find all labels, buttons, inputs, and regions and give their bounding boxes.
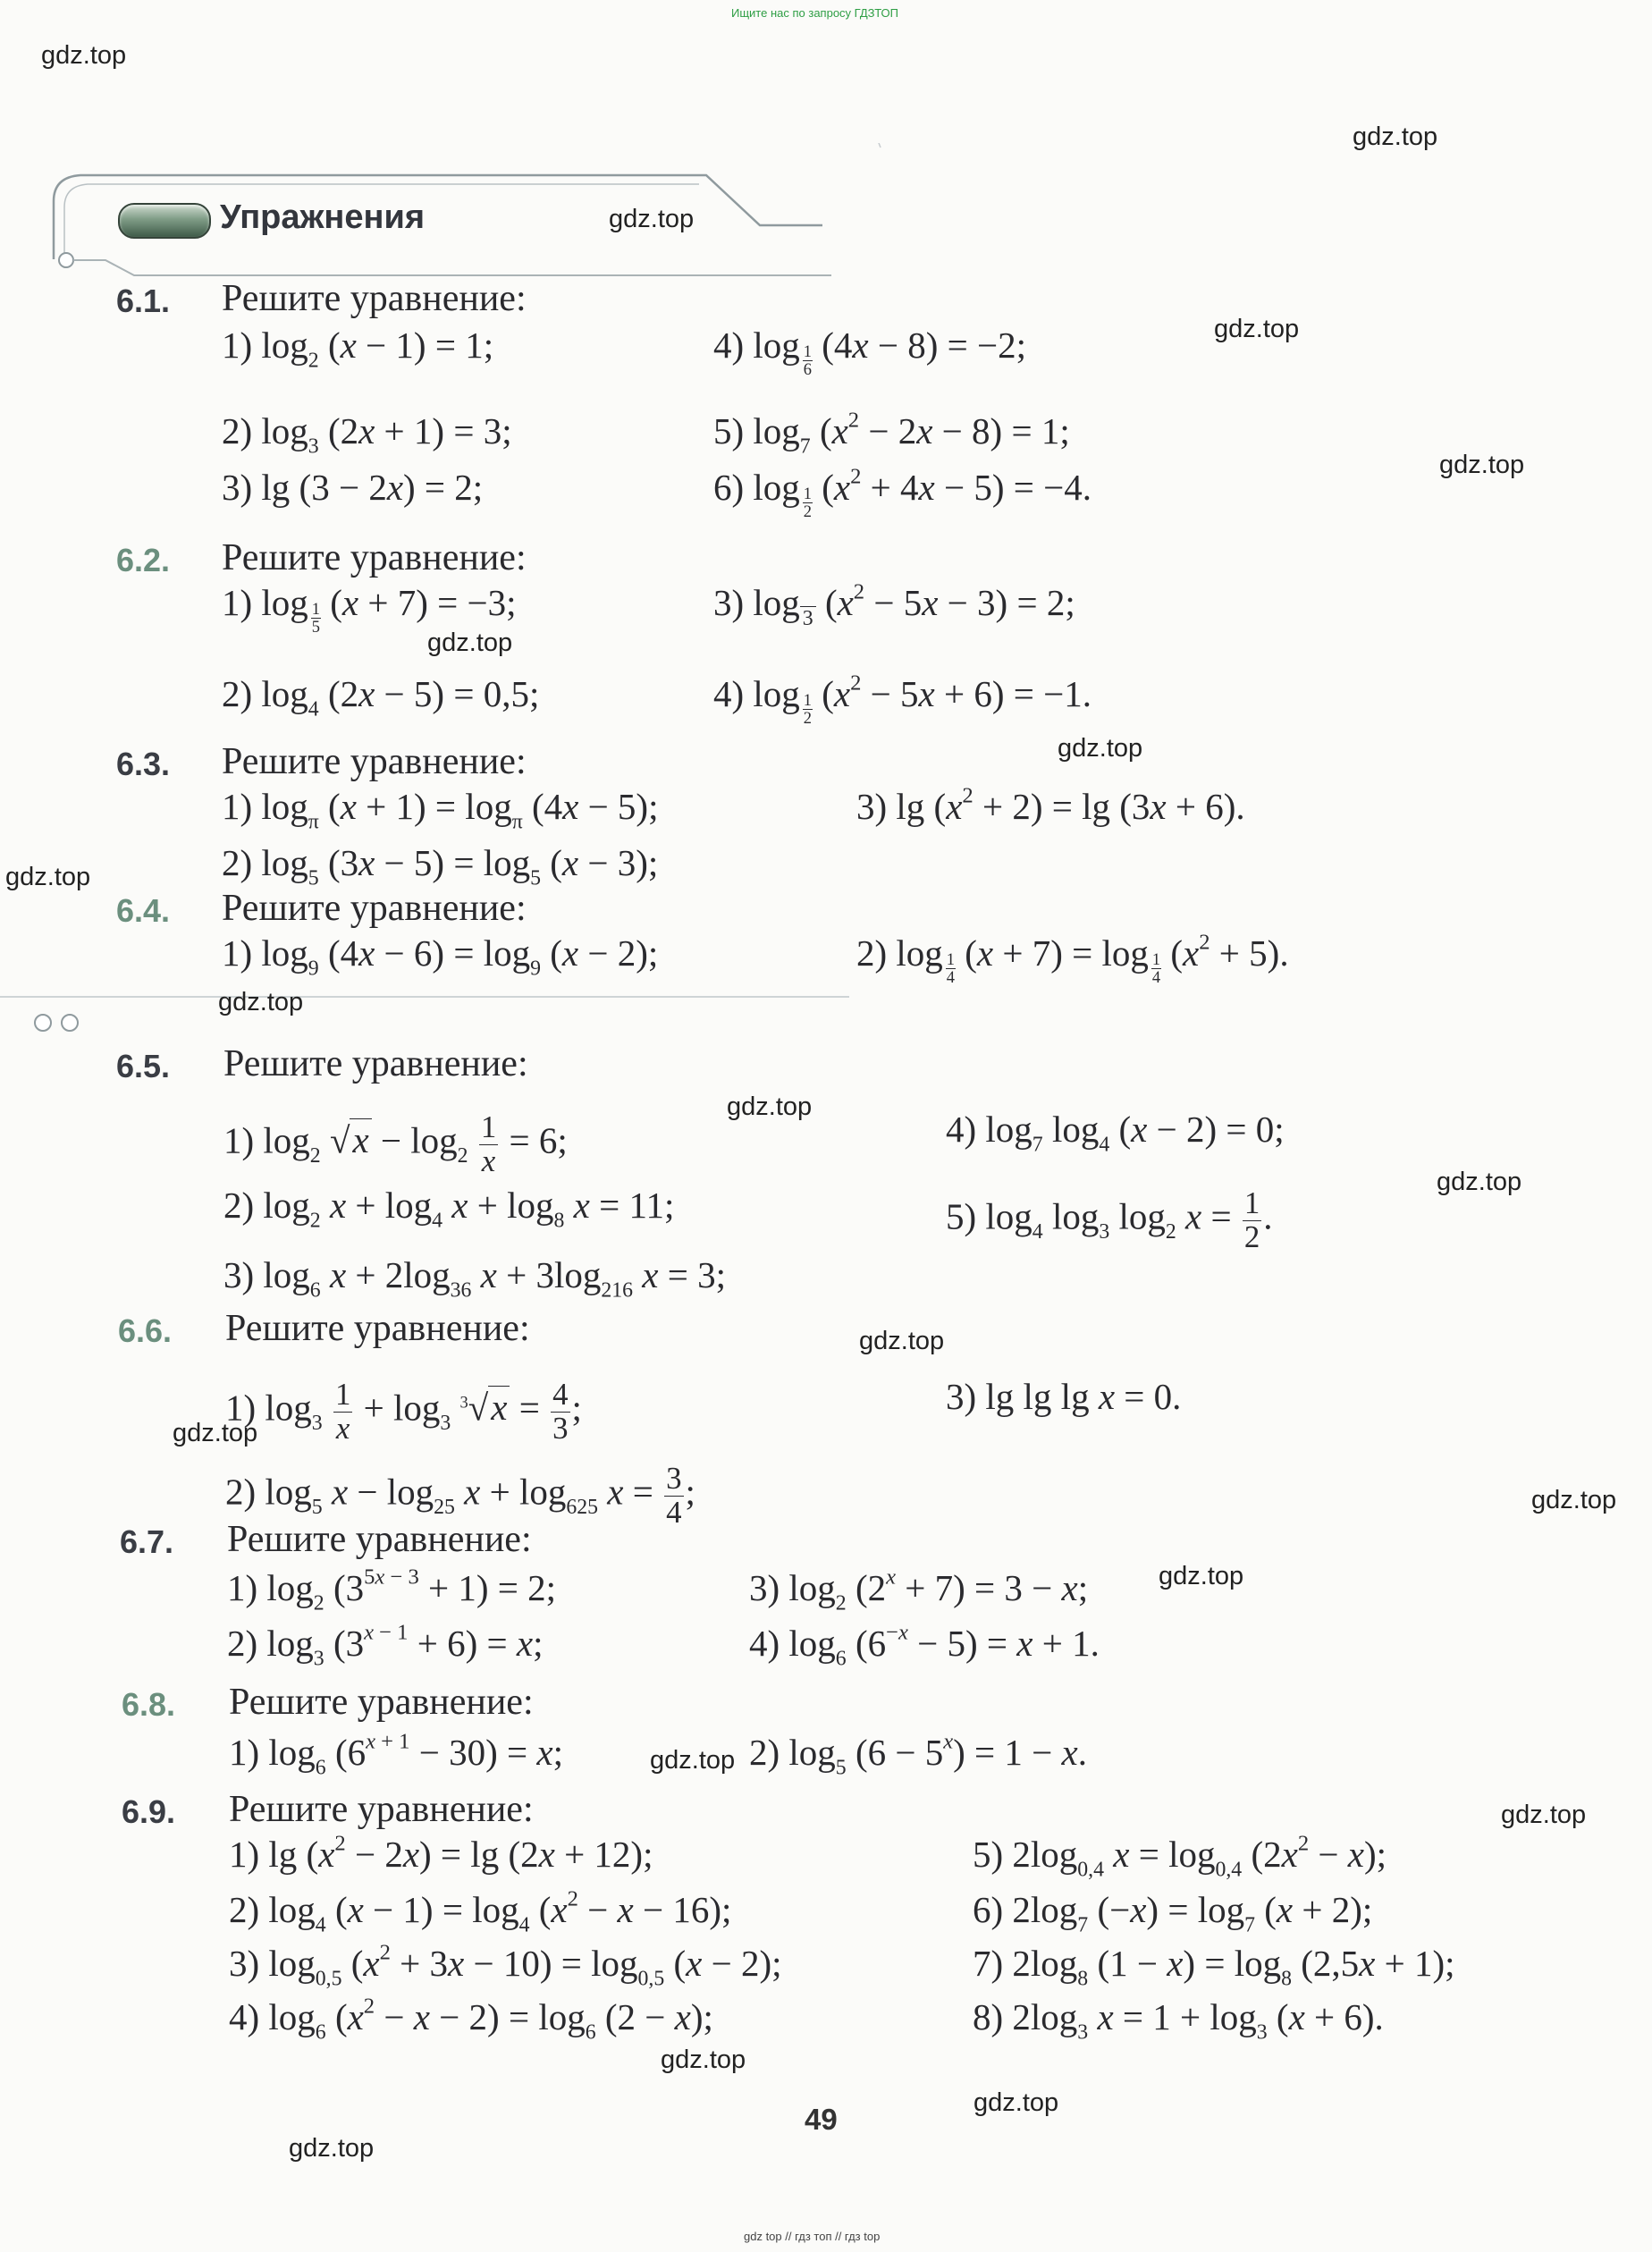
equation: 1) $\log_3$ $\frac{1}{x}$ + $\log_3 ^3√x$ = $\frac{4}{3}$ ; — [225, 1377, 582, 1446]
exercise-instruction: Решите уравнение: — [223, 1043, 528, 1084]
watermark-2: gdz.top — [1353, 122, 1438, 151]
watermark-7: gdz.top — [1058, 734, 1143, 763]
exercise-instruction: Решите уравнение: — [227, 1519, 532, 1560]
equation: 1) $\lg (x^2 - 2x) = \lg (2x + 12)$; — [229, 1831, 653, 1875]
exercise-instruction: Решите уравнение: — [229, 1682, 534, 1723]
exercise-number: 6.6. — [118, 1312, 173, 1349]
watermark-10: gdz.top — [727, 1092, 813, 1121]
exercise-instruction: Решите уравнение: — [225, 1308, 530, 1349]
equation: 4) log $\frac{1}{6}$ (4x − 8) = −2; — [713, 325, 1027, 379]
watermark-4: gdz.top — [1214, 315, 1300, 343]
equation: 4) $\log_6 (x^2 - x - 2) = \log_6 (2 - x)$; — [229, 1994, 713, 2045]
exercise-number: 6.9. — [122, 1793, 176, 1830]
exercise-number: 6.3. — [116, 746, 171, 782]
watermark-1: gdz.top — [41, 41, 127, 70]
equation: 2) $\log_4 (2x - 5) = 0,5$; — [222, 673, 540, 721]
equation: 2) log $\frac{1}{4}$ (x + 7) = log $\frac{1}{4}$ $(x^2 + 5)$. — [856, 930, 1289, 987]
watermark-8: gdz.top — [5, 863, 91, 891]
equation: 8) $2\log_3$ $x = 1 + \log_3 (x + 6)$. — [973, 1996, 1384, 2045]
equation: 3) lg lg lg x = 0. — [946, 1376, 1182, 1417]
exercise-instruction: Решите уравнение: — [222, 537, 527, 578]
watermark-12: gdz.top — [859, 1327, 945, 1355]
equation: 6) $2\log_7$ $(-x) = \log_7 (x + 2)$; — [973, 1889, 1373, 1937]
equation: 1) $\log_\pi (x + 1) = \log_\pi (4x - 5)$; — [222, 786, 659, 834]
watermark-3: gdz.top — [609, 205, 695, 233]
watermark-6: gdz.top — [427, 628, 513, 657]
equation: 2) $\log_5 x - \log_{25} x + \log_{625} x$ = $\frac{3}{4}$ ; — [225, 1461, 695, 1530]
equation: 4) $\log_7 \log_4 (x - 2) = 0$; — [946, 1109, 1285, 1157]
exercise-number: 6.2. — [116, 542, 171, 578]
equation: 1) log $\frac{1}{5}$ (x + 7) = −3; — [222, 582, 517, 637]
watermark-20: gdz.top — [289, 2134, 375, 2163]
watermark-18: gdz.top — [661, 2045, 746, 2074]
equation: 5) $2\log_{0,4}$ $x = \log_{0,4} (2x^2 - x)$; — [973, 1831, 1386, 1882]
equation: 3) lg (3 − 2x) = 2; — [222, 467, 484, 508]
equation: 3) $\lg (x^2 + 2) = \lg (3x + 6)$. — [856, 783, 1245, 827]
page-number: 49 — [805, 2103, 838, 2136]
exercise-number: 6.5. — [116, 1048, 171, 1084]
equation: 2) $\log_5 (3x - 5) = \log_5 (x - 3)$; — [222, 842, 659, 890]
equation: 1) $\log_2 (x - 1) = 1$; — [222, 325, 494, 373]
equation: 2) $\log_3 (3^{x - 1} + 6) = x$; — [227, 1620, 544, 1671]
exercise-number: 6.4. — [116, 892, 171, 929]
equation: 5) $\log_7 (x^2 - 2x - 8) = 1$; — [713, 408, 1070, 459]
watermark-13: gdz.top — [173, 1419, 258, 1447]
equation: 2) $\log_2 x + \log_4 x + \log_8 x = 11$; — [223, 1185, 675, 1233]
watermark-17: gdz.top — [1501, 1801, 1587, 1829]
exercise-number: 6.1. — [116, 283, 171, 319]
section-title: Упражнения — [220, 198, 426, 236]
equation: 7) $2\log_8$ $(1 - x) = \log_8 (2,5x + 1)$; — [973, 1943, 1455, 1991]
equation: 3) log $_3$ $(x^2 - 5x - 3) = 2$; — [713, 579, 1075, 630]
exercise-instruction: Решите уравнение: — [222, 888, 527, 929]
equation: 3) $\log_{0,5} (x^2 + 3x - 10) = \log_{0,5} (x - 2)$; — [229, 1940, 782, 1991]
watermark-9: gdz.top — [218, 988, 304, 1016]
top-watermark: Ищите нас по запросу ГДЗТОП — [731, 6, 899, 20]
exercise-instruction: Решите уравнение: — [222, 278, 527, 319]
equation: 2) $\log_4 (x - 1) = \log_4 (x^2 - x - 16)$; — [229, 1886, 732, 1937]
equation: 2) $\log_3 (2x + 1) = 3$; — [222, 410, 512, 459]
exercise-instruction: Решите уравнение: — [222, 741, 527, 782]
watermark-5: gdz.top — [1439, 451, 1525, 479]
equation: 2) $\log_5 (6 - 5^x) = 1 - x$. — [749, 1729, 1087, 1780]
equation: 3) $\log_6 x + 2\log_{36}$ $x + 3\log_{216}$ x = 3; — [223, 1254, 727, 1303]
equation: 3) $\log_2 (2^x + 7) = 3 - x$; — [749, 1565, 1089, 1615]
equation: 1) $\log_2 (3^{5x - 3} + 1) = 2$; — [227, 1565, 557, 1615]
exercise-number: 6.7. — [120, 1523, 174, 1560]
watermark-16: gdz.top — [650, 1746, 736, 1775]
equation: 4) $\log_6 (6^{-x} - 5) = x + 1$. — [749, 1620, 1100, 1671]
equation: 6) log $\frac{1}{2}$ $(x^2 + 4x - 5) = -4$. — [713, 464, 1092, 521]
equation: 1) $\log_2 √x - \log_2$ $\frac{1}{x}$ = 6; — [223, 1109, 568, 1178]
watermark-19: gdz.top — [974, 2088, 1059, 2117]
bottom-watermark: gdz top // гдз топ // гдз top — [744, 2230, 881, 2243]
exercise-number: 6.8. — [122, 1686, 176, 1723]
equation: 5) $\log_4 \log_3 \log_2 x$ = $\frac{1}{2}$ . — [946, 1185, 1273, 1254]
equation: 1) $\log_6 (6^{x + 1} - 30) = x$; — [229, 1729, 563, 1780]
watermark-11: gdz.top — [1437, 1168, 1522, 1196]
equation: 4) log $\frac{1}{2}$ $(x^2 - 5x + 6) = -1$. — [713, 671, 1092, 728]
equation: 1) $\log_9 (4x - 6) = \log_9 (x - 2)$; — [222, 932, 659, 981]
exercise-instruction: Решите уравнение: — [229, 1789, 534, 1830]
watermark-14: gdz.top — [1531, 1486, 1617, 1514]
watermark-15: gdz.top — [1159, 1562, 1244, 1590]
section-pill-icon — [118, 203, 211, 239]
